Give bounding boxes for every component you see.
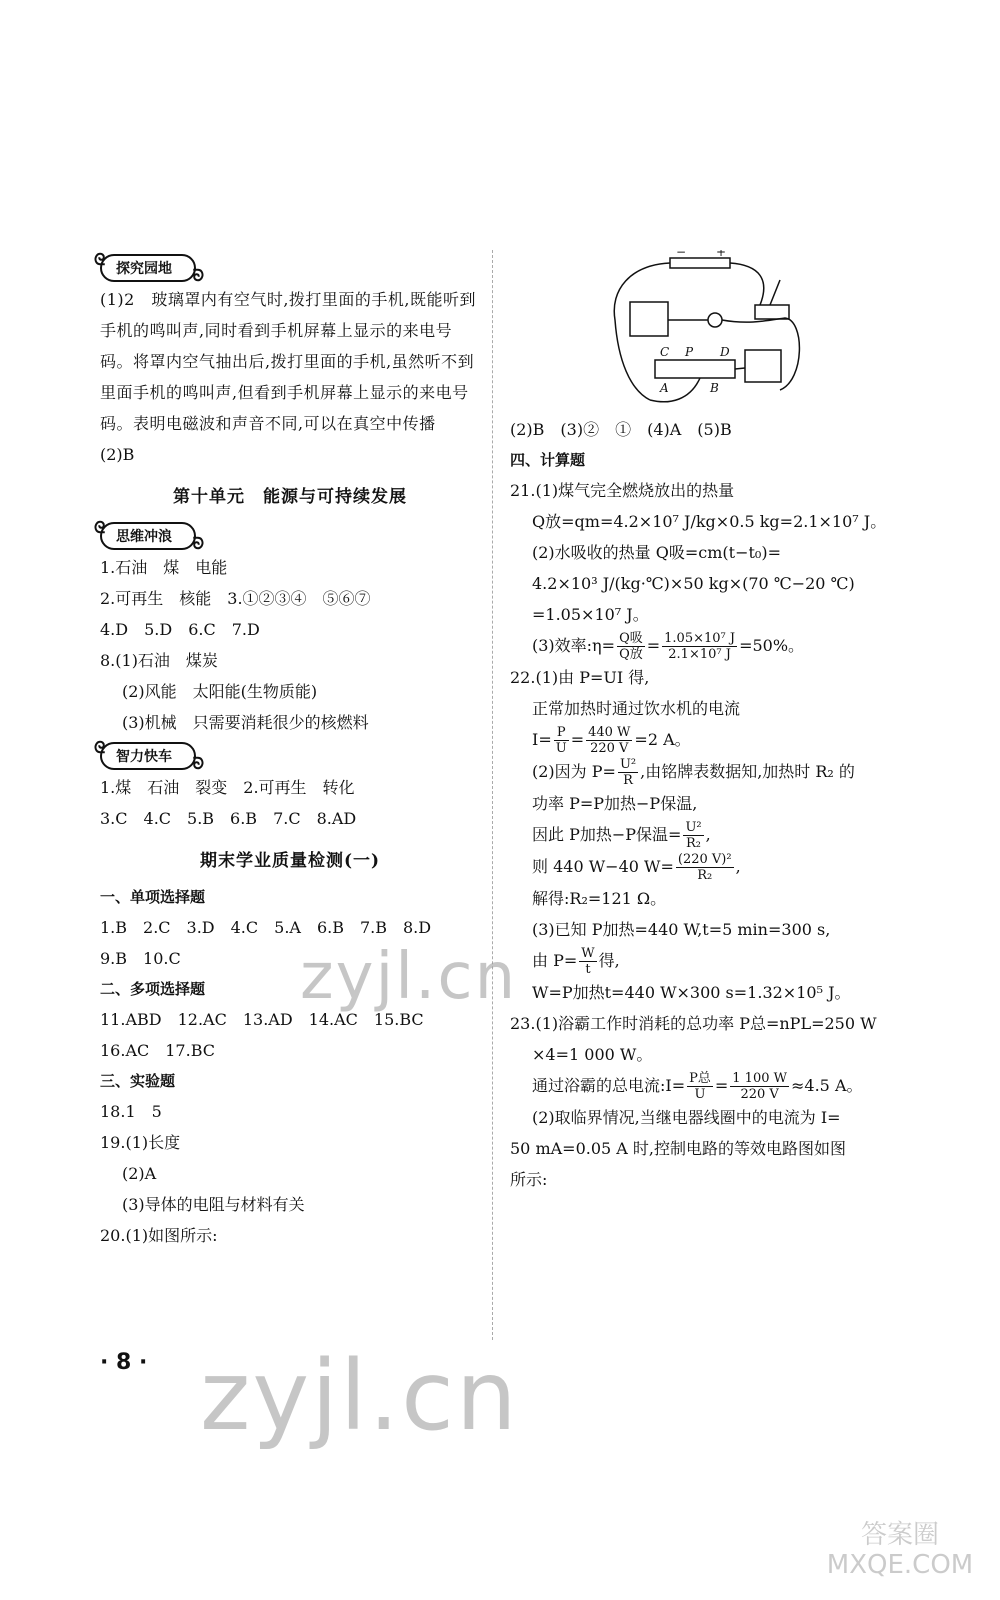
numerator: P总 xyxy=(689,1071,711,1086)
section-heading: 三、实验题 xyxy=(100,1072,176,1090)
q23-line: (2)取临界情况,当继电器线圈中的电流为 I= xyxy=(532,1108,841,1127)
fraction xyxy=(662,631,737,662)
answer-line: 20.(1)如图所示: xyxy=(100,1226,218,1245)
denominator: R₂ xyxy=(686,836,702,851)
numerator: U² xyxy=(619,757,637,772)
denominator: U xyxy=(555,741,567,756)
q22-line: 解得:R₂=121 Ω。 xyxy=(532,889,667,908)
q22-line xyxy=(510,756,905,788)
rheostat-icon xyxy=(655,360,735,378)
denominator: R xyxy=(623,773,633,788)
q21-efficiency: (3)效率:η= $\frac{\text{Q吸}}{\text{Q放}}$ = $\frac{\text{1.05×10⁷ J}}{\text{2.1×10⁷ J}}$ =50%。 xyxy=(532,631,805,662)
fraction xyxy=(687,1071,713,1102)
answer-line: 1.石油 煤 电能 xyxy=(100,558,228,577)
curl-icon: ᘐ xyxy=(192,266,204,285)
label-a: A xyxy=(660,381,669,395)
numerator: 440 W xyxy=(588,725,631,740)
answer-line: 11.ABD 12.AC 13.AD 14.AC 15.BC xyxy=(100,1010,424,1029)
q21-line: Q放=qm=4.2×10⁷ J/kg×0.5 kg=2.1×10⁷ J。 xyxy=(532,512,887,531)
fraction xyxy=(617,631,645,662)
switch-icon xyxy=(755,305,789,319)
unit-title: 第十单元 能源与可持续发展 xyxy=(173,487,407,507)
q22-line xyxy=(510,851,905,883)
denominator: Q放 xyxy=(619,647,643,662)
answer-line: 1.煤 石油 裂变 2.可再生 转化 xyxy=(100,778,355,797)
section-heading: 二、多项选择题 xyxy=(100,980,206,998)
battery-icon xyxy=(670,258,730,268)
q23-line: 50 mA=0.05 A 时,控制电路的等效电路图如图 xyxy=(510,1139,847,1158)
q23-line: 所示: xyxy=(510,1170,548,1189)
text-segment: =2 A。 xyxy=(634,730,691,749)
fraction xyxy=(676,852,734,883)
ammeter-icon xyxy=(630,302,668,336)
curl-icon: ᘓ xyxy=(94,518,106,537)
voltmeter-icon xyxy=(745,350,781,382)
answer-line: (2)风能 太阳能(生物质能) xyxy=(122,682,318,701)
q21-line: 4.2×10³ J/(kg·℃)×50 kg×(70 ℃−20 ℃) xyxy=(532,574,855,593)
watermark: zyjl.cn xyxy=(300,940,518,1014)
left-column xyxy=(94,250,480,1251)
answer-line: 8.(1)石油 煤炭 xyxy=(100,651,218,670)
q22-line xyxy=(510,945,905,977)
q23-line: ×4=1 000 W。 xyxy=(532,1045,653,1064)
minus-label: − xyxy=(676,250,687,259)
denominator: 220 V xyxy=(590,741,629,756)
numerator: 1.05×10⁷ J xyxy=(664,631,736,646)
fraction xyxy=(579,946,596,977)
explore-answer-1: (1)2 玻璃罩内有空气时,拨打里面的手机,既能听到手机的鸣叫声,同时看到手机屏幕上显示的来电号码。将罩内空气抽出后,拨打里面的手机,虽然听不到里面手机的鸣叫声,但看到手机屏幕上显示的来电号码。表明电磁波和声音不同,可以在真空中传播 xyxy=(100,290,477,433)
q22-line: 正常加热时通过饮水机的电流 xyxy=(532,699,741,718)
q22-current: I= $\frac{P}{U}$ = $\frac{440 W}{220 V}$ =2 A。 xyxy=(532,725,691,756)
fraction xyxy=(683,820,703,851)
section-heading: 四、计算题 xyxy=(510,451,586,469)
right-column xyxy=(510,250,905,1195)
label-d: D xyxy=(720,345,730,359)
thinking-badge xyxy=(94,518,204,553)
watermark: zyjl.cn xyxy=(200,1340,519,1452)
thinking-badge-label: 思维冲浪 xyxy=(116,529,172,545)
answer-line: (3)机械 只需要消耗很少的核燃料 xyxy=(122,713,369,732)
curl-icon: ᘓ xyxy=(94,250,106,269)
q22-line: 22.(1)由 P=UI 得, xyxy=(510,668,650,687)
fraction xyxy=(586,725,632,756)
q22-line: (3)已知 P加热=440 W,t=5 min=300 s, xyxy=(532,920,831,939)
text-segment: , xyxy=(735,857,741,876)
denominator: U xyxy=(694,1087,706,1102)
text-segment: 得, xyxy=(598,951,620,970)
text-segment: 通过浴霸的总电流:I= xyxy=(532,1076,686,1095)
answer-line: 4.D 5.D 6.C 7.D xyxy=(100,620,260,639)
answer-line: 3.C 4.C 5.B 6.B 7.C 8.AD xyxy=(100,809,357,828)
plus-label: + xyxy=(716,250,727,259)
q21-line: =1.05×10⁷ J。 xyxy=(532,605,649,624)
answer-line: 18.1 5 xyxy=(100,1102,162,1121)
q23-line: 23.(1)浴霸工作时消耗的总功率 P总=nPL=250 W xyxy=(510,1014,877,1033)
answer-line: 16.AC 17.BC xyxy=(100,1041,215,1060)
label-p: P xyxy=(685,345,694,359)
q22-line xyxy=(510,819,905,851)
explore-badge xyxy=(94,250,204,285)
bulb-icon xyxy=(708,313,722,327)
answer-line: 19.(1)长度 xyxy=(100,1133,181,1152)
section-heading: 一、单项选择题 xyxy=(100,888,206,906)
express-badge xyxy=(94,738,204,773)
answer-line: 1.B 2.C 3.D 4.C 5.A 6.B 7.B 8.D xyxy=(100,918,432,937)
text-segment: ≈4.5 A。 xyxy=(791,1076,863,1095)
q23-current: 通过浴霸的总电流:I= $\frac{\text{P总}}{U}$ = $\frac{1 100 W}{220 V}$ ≈4.5 A。 xyxy=(532,1071,863,1102)
express-badge-label: 智力快车 xyxy=(116,749,172,765)
column-divider xyxy=(492,250,493,1340)
explore-answer-2: (2)B xyxy=(100,445,135,464)
text-segment: 因此 P加热−P保温= xyxy=(532,825,682,844)
numerator: W xyxy=(581,946,595,961)
fraction xyxy=(618,757,638,788)
text-segment: 由 P= xyxy=(532,951,578,970)
exam-title: 期末学业质量检测(一) xyxy=(199,851,381,871)
answer-line: (3)导体的电阻与材料有关 xyxy=(122,1195,305,1214)
curl-icon: ᘓ xyxy=(94,738,106,757)
denominator: 220 V xyxy=(740,1087,779,1102)
text-segment: ,由铭牌表数据知,加热时 R₂ 的 xyxy=(640,762,855,781)
numerator: 1 100 W xyxy=(732,1071,787,1086)
explore-badge-label: 探究园地 xyxy=(116,261,172,277)
denominator: 2.1×10⁷ J xyxy=(668,647,731,662)
q21-line: (2)水吸收的热量 Q吸=cm(t−t₀)= xyxy=(532,543,781,562)
circuit-diagram xyxy=(610,250,810,410)
q22-line: W=P加热t=440 W×300 s=1.32×10⁵ J。 xyxy=(532,983,851,1002)
fraction xyxy=(730,1071,789,1102)
text-segment: 则 440 W−40 W= xyxy=(532,857,674,876)
q21-line: 21.(1)煤气完全燃烧放出的热量 xyxy=(510,481,735,500)
text-segment: (2)因为 P= xyxy=(532,762,616,781)
page-number: · 8 · xyxy=(100,1350,148,1375)
label-c: C xyxy=(660,345,670,359)
q22-line: 功率 P=P加热−P保温, xyxy=(532,794,698,813)
text-segment: (3)效率:η= xyxy=(532,636,616,655)
curl-icon: ᘐ xyxy=(192,754,204,773)
text-segment: =50%。 xyxy=(739,636,805,655)
numerator: (220 V)² xyxy=(677,852,732,867)
denominator: R₂ xyxy=(697,868,713,883)
answer-line: 2.可再生 核能 3.①②③④ ⑤⑥⑦ xyxy=(100,589,371,608)
label-b: B xyxy=(710,381,719,395)
numerator: U² xyxy=(685,820,702,835)
watermark-logo: 答案圈 MXQE.COM xyxy=(826,1520,974,1580)
fraction xyxy=(554,725,569,756)
text-segment: , xyxy=(705,825,711,844)
text-segment: I= xyxy=(532,730,552,749)
answer-line: (2)A xyxy=(122,1164,157,1183)
answer-line: 9.B 10.C xyxy=(100,949,181,968)
denominator: t xyxy=(585,962,591,977)
numerator: P xyxy=(554,725,569,741)
answer-line: (2)B (3)② ① (4)A (5)B xyxy=(510,420,732,439)
numerator: Q吸 xyxy=(619,631,643,646)
curl-icon: ᘐ xyxy=(192,534,204,553)
